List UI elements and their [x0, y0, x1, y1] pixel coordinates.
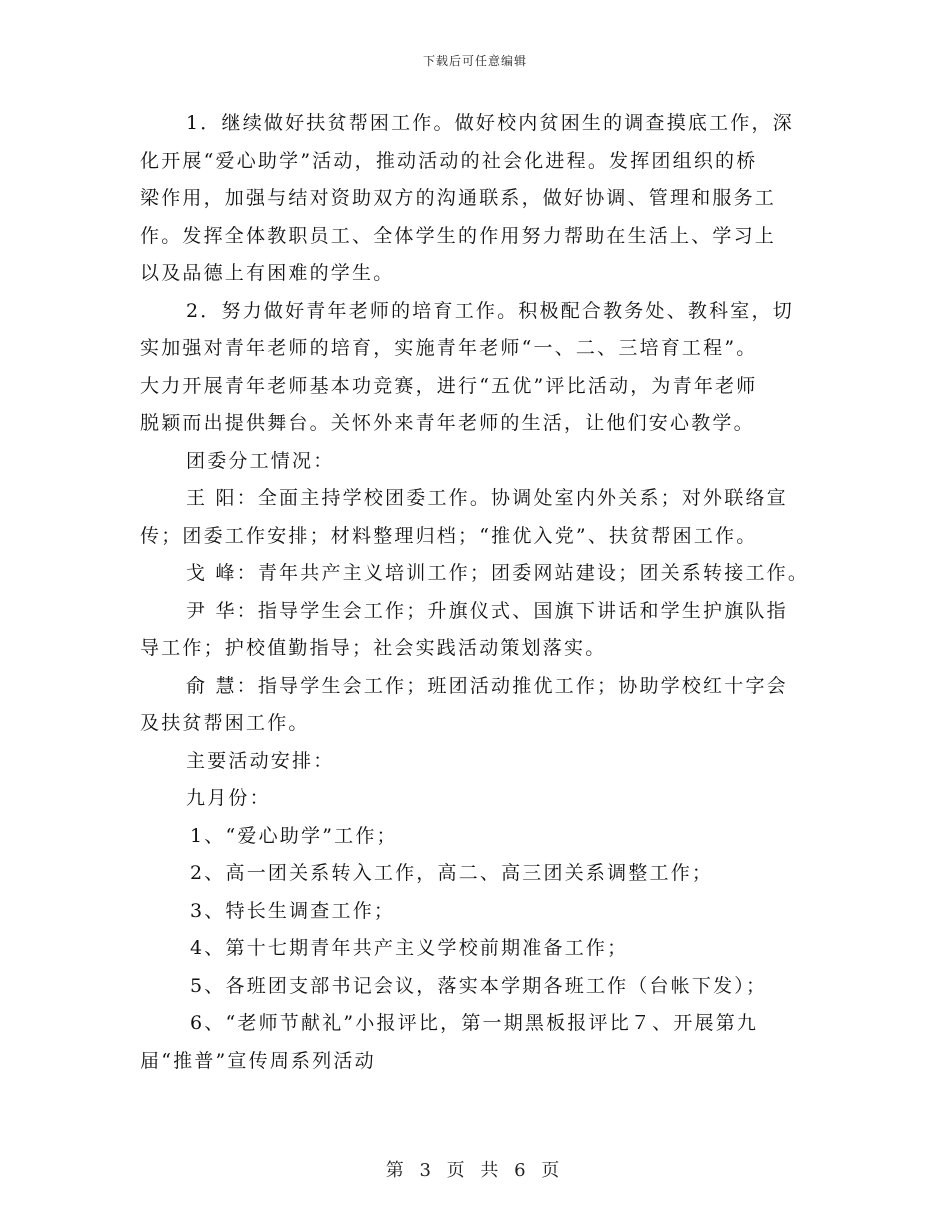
- paragraph-line: 梁作用，加强与结对资助双方的沟通联系，做好协调、管理和服务工: [140, 187, 777, 209]
- list-item: 6、“老师节献礼”小报评比，第一期黑板报评比７、开展第九: [190, 1012, 759, 1034]
- list-item: 4、第十七期青年共产主义学校前期准备工作；: [190, 937, 629, 959]
- section-heading: 团委分工情况：: [186, 449, 335, 472]
- section-heading: 九月份：: [186, 787, 271, 809]
- paragraph-line: 作。发挥全体教职员工、全体学生的作用努力帮助在生活上、学习上: [140, 224, 777, 247]
- paragraph-line: 大力开展青年老师基本功竞赛，进行“五优”评比活动，为青年老师: [140, 374, 758, 397]
- paragraph-line: 及扶贫帮困工作。: [140, 712, 310, 734]
- paragraph-line: 化开展“爱心助学”活动，推动活动的社会化进程。发挥团组织的桥: [140, 149, 758, 172]
- paragraph-line: 导工作；护校值勤指导；社会实践活动策划落实。: [140, 637, 607, 659]
- list-item: 1、“爱心助学”工作；: [190, 824, 398, 847]
- page-number: 第 3 页 共 6 页: [385, 1160, 565, 1181]
- page-header-note: 下载后可任意编辑: [422, 54, 527, 68]
- paragraph-line: 1．继续做好扶贫帮困工作。做好校内贫困生的调查摸底工作，深: [186, 112, 794, 134]
- paragraph-line: 王 阳：全面主持学校团委工作。协调处室内外关系；对外联络宣: [186, 487, 788, 509]
- paragraph-line: 以及品德上有困难的学生。: [140, 262, 395, 284]
- paragraph-line: 届“推普”宣传周系列活动: [140, 1049, 376, 1072]
- paragraph-line: 2．努力做好青年老师的培育工作。积极配合教务处、教科室，切: [186, 299, 794, 322]
- paragraph-line: 戈 峰：青年共产主义培训工作；团委网站建设；团关系转接工作。: [186, 562, 810, 584]
- list-item: 3、特长生调查工作；: [190, 899, 396, 922]
- paragraph-line: 俞 慧：指导学生会工作；班团活动推优工作；协助学校红十字会: [186, 674, 788, 697]
- paragraph-line: 尹 华：指导学生会工作；升旗仪式、国旗下讲话和学生护旗队指: [186, 599, 788, 622]
- list-item: 2、高一团关系转入工作，高二、高三团关系调整工作；: [190, 862, 714, 884]
- paragraph-line: 实加强对青年老师的培育，实施青年老师“一、二、三培育工程”。: [140, 337, 758, 359]
- document-body: [140, 105, 820, 1080]
- list-item: 5、各班团支部书记会议，落实本学期各班工作（台帐下发）；: [190, 974, 768, 997]
- section-heading: 主要活动安排：: [186, 749, 335, 772]
- paragraph-line: 脱颖而出提供舞台。关怀外来青年老师的生活，让他们安心教学。: [140, 412, 755, 434]
- paragraph-line: 传；团委工作安排；材料整理归档；“推优入党”、扶贫帮困工作。: [140, 524, 758, 547]
